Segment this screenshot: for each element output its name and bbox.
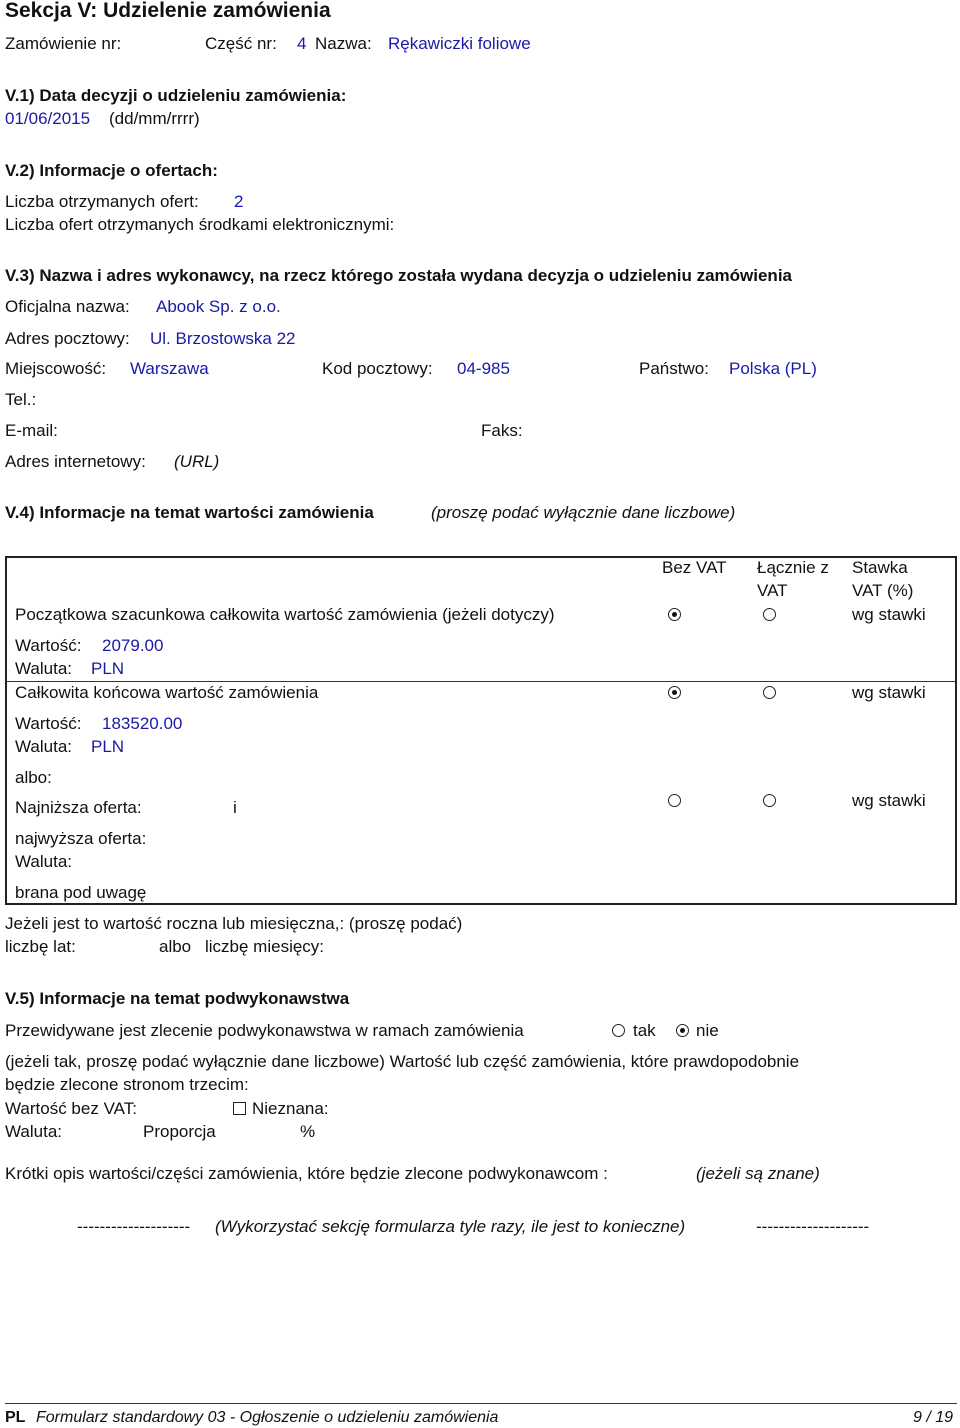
or-label: albo:: [15, 768, 52, 787]
estimated-amount-label: Wartość:: [15, 636, 82, 655]
subcontract-yes-label: tak: [633, 1021, 656, 1040]
short-desc-label: Krótki opis wartości/części zamówienia, które będzie zlecone podwykonawcom :: [5, 1164, 608, 1183]
section-title: Sekcja V: Udzielenie zamówienia: [5, 0, 331, 22]
name-value: Rękawiczki foliowe: [388, 34, 531, 53]
final-amount-label: Wartość:: [15, 714, 82, 733]
name-label: Nazwa:: [315, 34, 372, 53]
col-gross-header-2: VAT: [757, 581, 788, 600]
postal-code-label: Kod pocztowy:: [322, 359, 433, 378]
subcontract-currency-label: Waluta:: [5, 1122, 63, 1141]
estimated-gross-radio[interactable]: [763, 608, 776, 621]
postal-code-value: 04-985: [457, 359, 510, 378]
net-value-label: Wartość bez VAT:: [5, 1099, 137, 1118]
order-no-label: Zamówienie nr:: [5, 34, 122, 53]
final-value-label: Całkowita końcowa wartość zamówienia: [15, 683, 319, 702]
col-gross-header-1: Łącznie z: [757, 558, 829, 577]
v4-heading: V.4) Informacje na temat wartości zamówienia: [5, 503, 374, 522]
and-label: i: [233, 798, 237, 817]
unknown-checkbox[interactable]: [233, 1102, 246, 1115]
www-label: Adres internetowy:: [5, 452, 146, 471]
col-rate-header-2: VAT (%): [852, 581, 914, 600]
v5-heading: V.5) Informacje na temat podwykonawstwa: [5, 989, 350, 1008]
v2-heading: V.2) Informacje o ofertach:: [5, 161, 218, 180]
offers-received-label: Liczba otrzymanych ofert:: [5, 192, 199, 211]
estimated-net-radio[interactable]: [668, 608, 681, 621]
repeat-note: (Wykorzystać sekcję formularza tyle razy, ile jest to konieczne): [215, 1217, 686, 1236]
subcontract-no-label: nie: [696, 1021, 719, 1040]
estimated-currency-label: Waluta:: [15, 659, 73, 678]
v3-heading: V.3) Nazwa i adres wykonawcy, na rzecz którego została wydana decyzja o udzieleniu zamówienia: [5, 266, 792, 285]
v4-heading-hint: (proszę podać wyłącznie dane liczbowe): [431, 503, 736, 522]
unknown-label: Nieznana:: [252, 1099, 329, 1118]
final-gross-radio[interactable]: [763, 686, 776, 699]
table-divider: [7, 681, 955, 682]
address-label: Adres pocztowy:: [5, 329, 130, 348]
estimated-value-label: Początkowa szacunkowa całkowita wartość zamówienia (jeżeli dotyczy): [15, 605, 555, 624]
decision-date-value: 01/06/2015: [5, 109, 91, 128]
city-value: Warszawa: [130, 359, 209, 378]
offers-electronic-label: Liczba ofert otrzymanych środkami elektronicznymi:: [5, 215, 395, 234]
v1-heading: V.1) Data decyzji o udzieleniu zamówienia:: [5, 86, 347, 105]
estimated-rate: wg stawki: [852, 605, 926, 624]
part-no-value: 4: [297, 34, 307, 53]
range-currency-label: Waluta:: [15, 852, 73, 871]
footer-page-number: 9 / 19: [913, 1409, 954, 1426]
tel-label: Tel.:: [5, 390, 37, 409]
annual-note: Jeżeli jest to wartość roczna lub miesięczna,: (proszę podać): [5, 914, 463, 933]
final-currency-value: PLN: [91, 737, 125, 756]
part-no-label: Część nr:: [205, 34, 277, 53]
subcontract-no-radio[interactable]: [676, 1024, 689, 1037]
considered-label: brana pod uwagę: [15, 883, 147, 902]
months-label: liczbę miesięcy:: [205, 937, 325, 956]
email-label: E-mail:: [5, 421, 58, 440]
estimated-currency-value: PLN: [91, 659, 125, 678]
footer-country-code: PL: [5, 1409, 26, 1426]
highest-offer-label: najwyższa oferta:: [15, 829, 147, 848]
www-hint: (URL): [174, 452, 220, 471]
footer-divider: [5, 1403, 957, 1404]
repeat-dashes-right: --------------------: [756, 1217, 870, 1236]
fax-label: Faks:: [481, 421, 523, 440]
final-currency-label: Waluta:: [15, 737, 73, 756]
range-gross-radio[interactable]: [763, 794, 776, 807]
proportion-label: Proporcja: [143, 1122, 216, 1141]
final-amount-value: 183520.00: [102, 714, 183, 733]
official-name-value: Abook Sp. z o.o.: [156, 297, 281, 316]
repeat-dashes-left: --------------------: [77, 1217, 191, 1236]
footer-form-name: Formularz standardowy 03 - Ogłoszenie o udzieleniu zamówienia: [36, 1409, 499, 1426]
col-net-header: Bez VAT: [662, 558, 727, 577]
final-net-radio[interactable]: [668, 686, 681, 699]
col-rate-header-1: Stawka: [852, 558, 908, 577]
offers-received-value: 2: [234, 192, 244, 211]
subcontract-note-line1: (jeżeli tak, proszę podać wyłącznie dane liczbowe) Wartość lub część zamówienia, które prawdopodobnie: [5, 1052, 800, 1071]
subcontract-question: Przewidywane jest zlecenie podwykonawstwa w ramach zamówienia: [5, 1021, 524, 1040]
range-rate: wg stawki: [852, 791, 926, 810]
short-desc-hint: (jeżeli są znane): [696, 1164, 820, 1183]
address-value: Ul. Brzostowska 22: [150, 329, 296, 348]
date-format-hint: (dd/mm/rrrr): [109, 109, 200, 128]
final-rate: wg stawki: [852, 683, 926, 702]
official-name-label: Oficjalna nazwa:: [5, 297, 130, 316]
lowest-offer-label: Najniższa oferta:: [15, 798, 142, 817]
percent-label: %: [300, 1122, 316, 1141]
range-net-radio[interactable]: [668, 794, 681, 807]
subcontract-yes-radio[interactable]: [612, 1024, 625, 1037]
estimated-amount-value: 2079.00: [102, 636, 164, 655]
subcontract-note-line2: będzie zlecone stronom trzecim:: [5, 1075, 249, 1094]
city-label: Miejscowość:: [5, 359, 107, 378]
or-word: albo: [159, 937, 192, 956]
years-label: liczbę lat:: [5, 937, 76, 956]
country-label: Państwo:: [639, 359, 709, 378]
country-value: Polska (PL): [729, 359, 817, 378]
